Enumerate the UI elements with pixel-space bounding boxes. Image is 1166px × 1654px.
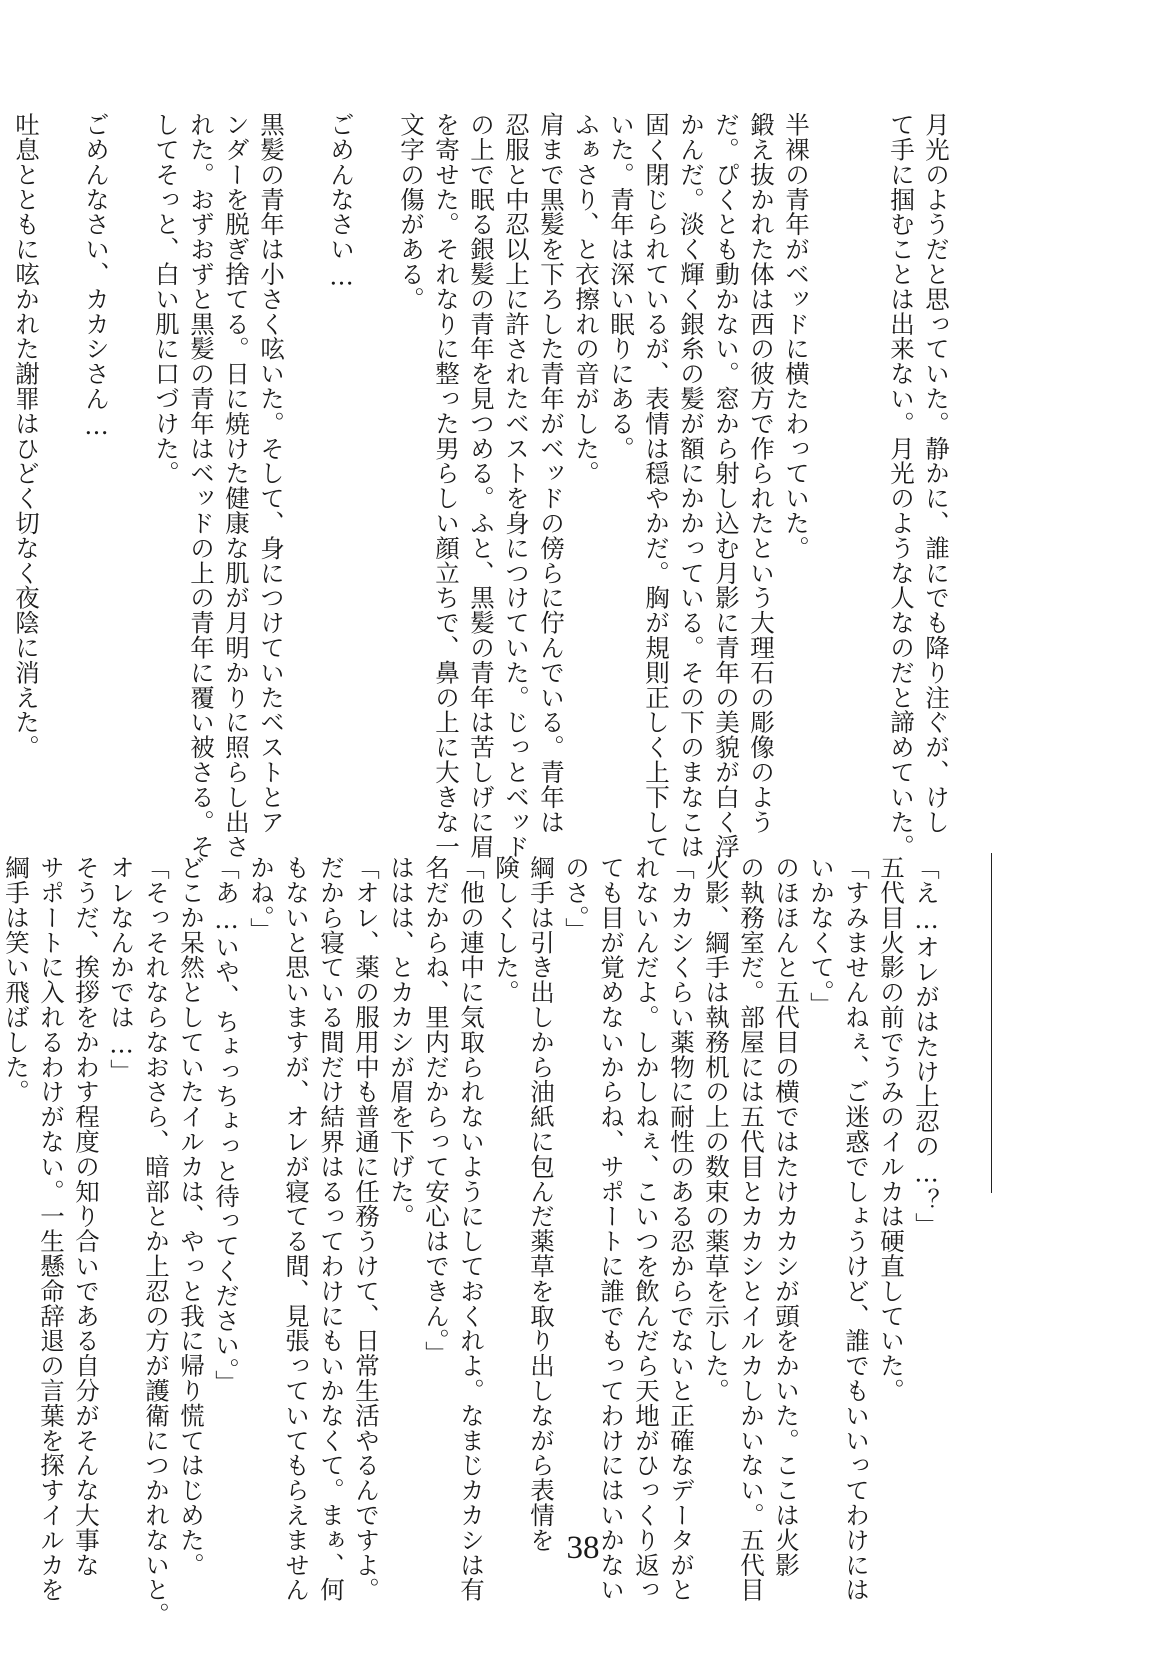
text-line: 吐息とともに呟かれた謝罪はひどく切なく夜陰に消えた。 xyxy=(12,112,41,760)
section-divider xyxy=(991,853,992,1193)
text-line: だ。ぴくとも動かない。窓から射し込む月影に青年の美貌が白く浮 xyxy=(712,112,741,859)
text-line: 肩まで黒髪を下ろした青年がベッドの傍らに佇んでいる。青年は xyxy=(537,112,566,835)
text-line: 火影、綱手は執務机の上の数束の薬草を示した。 xyxy=(702,855,731,1403)
text-line: を寄せた。それなりに整った男らしい顔立ちで、鼻の上に大きな一 xyxy=(432,112,461,859)
text-line: オレなんかでは…」 xyxy=(107,855,136,1084)
text-line: してそっと、白い肌に口づけた。 xyxy=(152,112,181,486)
text-line: そうだ、挨拶をかわす程度の知り合いである自分がそんな大事な xyxy=(72,855,101,1578)
text-line: だから寝ている間だけ結界はるってわけにもいかなくて。まぁ、何 xyxy=(317,855,346,1602)
text-line: 五代目火影の前でうみのイルカは硬直していた。 xyxy=(877,855,906,1403)
text-line: の上で眠る銀髪の青年を見つめる。ふと、黒髪の青年は苦しげに眉 xyxy=(467,112,496,859)
blank-line xyxy=(44,112,79,762)
text-line: 半裸の青年がベッドに横たわっていた。 xyxy=(782,112,811,561)
text-line: 綱手は引き出しから油紙に包んだ薬草を取り出しながら表情を xyxy=(527,855,556,1553)
page-number: 38 xyxy=(566,1530,600,1566)
text-line: 「すみませんねぇ、ご迷惑でしょうけど、誰でもいいってわけには xyxy=(842,855,871,1602)
text-line: ごめんなさい、カカシさん… xyxy=(82,112,111,441)
text-line: 「そっそれならなおさら、暗部とか上忍の方が護衛につかれないと。 xyxy=(142,855,171,1627)
text-line: かんだ。淡く輝く銀糸の髪が額にかかっている。その下のまなこは xyxy=(677,112,706,859)
text-line: 鍛え抜かれた体は西の彼方で作られたという大理石の彫像のよう xyxy=(747,112,776,835)
text-line: 「オレ、薬の服用中も普通に任務うけて、日常生活やるんですよ。 xyxy=(352,855,381,1602)
text-line: 綱手は笑い飛ばした。 xyxy=(2,855,31,1104)
text-line: 険しくした。 xyxy=(492,855,521,1005)
text-line: 「カカシくらい薬物に耐性のある忍からでないと正確なデータがと xyxy=(667,855,696,1602)
text-line: の執務室だ。部屋には五代目とカカシとイルカしかいない。五代目 xyxy=(737,855,766,1602)
text-line: れた。おずおずと黒髪の青年はベッドの上の青年に覆い被さる。そ xyxy=(187,112,216,859)
upper-text-block xyxy=(9,112,954,859)
text-line: いかなくて。」 xyxy=(807,855,836,1018)
text-line: 「え…オレがはたけ上忍の…？」 xyxy=(912,855,941,1238)
text-line: どこか呆然としていたイルカは、やっと我に帰り慌てはじめた。 xyxy=(177,855,206,1578)
blank-line xyxy=(359,112,394,762)
text-line: いた。青年は深い眠りにある。 xyxy=(607,112,636,461)
text-line: 忍服と中忍以上に許されたベストを身につけていた。じっとベッド xyxy=(502,112,531,859)
text-line: 「他の連中に気取られないようにしておくれよ。なまじカカシは有 xyxy=(457,855,486,1602)
text-line: 固く閉じられているが、表情は穏やかだ。胸が規則正しく上下して xyxy=(642,112,671,859)
blank-line xyxy=(114,112,149,762)
text-line: 文字の傷がある。 xyxy=(397,112,426,312)
text-line: 名だからね、里内だからって安心はできん。」 xyxy=(422,855,451,1366)
text-line: のほほんと五代目の横ではたけカカシが頭をかいた。ここは火影 xyxy=(772,855,801,1578)
text-line: れないんだよ。しかしねぇ、こいつを飲んだら天地がひっくり返っ xyxy=(632,855,661,1602)
text-line: もないと思いますが、オレが寝てる間、見張っていてもらえません xyxy=(282,855,311,1602)
text-line: ンダーを脱ぎ捨てる。日に焼けた健康な肌が月明かりに照らし出さ xyxy=(222,112,251,859)
text-line: のさ。」 xyxy=(562,855,591,943)
text-line: て手に掴むことは出来ない。月光のような人なのだと諦めていた。 xyxy=(887,112,916,859)
text-line: ははは、とカカシが眉を下げた。 xyxy=(387,855,416,1229)
text-line: 「あ…いや、ちょっちょっと待ってください。」 xyxy=(212,855,241,1396)
text-line: サポートに入れるわけがない。一生懸命辞退の言葉を探すイルカを xyxy=(37,855,66,1602)
text-line: 月光のようだと思っていた。静かに、誰にでも降り注ぐが、けし xyxy=(922,112,951,835)
text-line: 黒髪の青年は小さく呟いた。そして、身につけていたベストとア xyxy=(257,112,286,835)
text-line: ても目が覚めないからね、サポートに誰でもってわけにはいかない xyxy=(597,855,626,1602)
blank-line xyxy=(849,112,884,762)
text-line: ごめんなさい… xyxy=(327,112,356,291)
blank-line xyxy=(814,112,849,762)
text-line: かね。」 xyxy=(247,855,276,943)
blank-line xyxy=(289,112,324,762)
text-line: ふぁさり、と衣擦れの音がした。 xyxy=(572,112,601,486)
